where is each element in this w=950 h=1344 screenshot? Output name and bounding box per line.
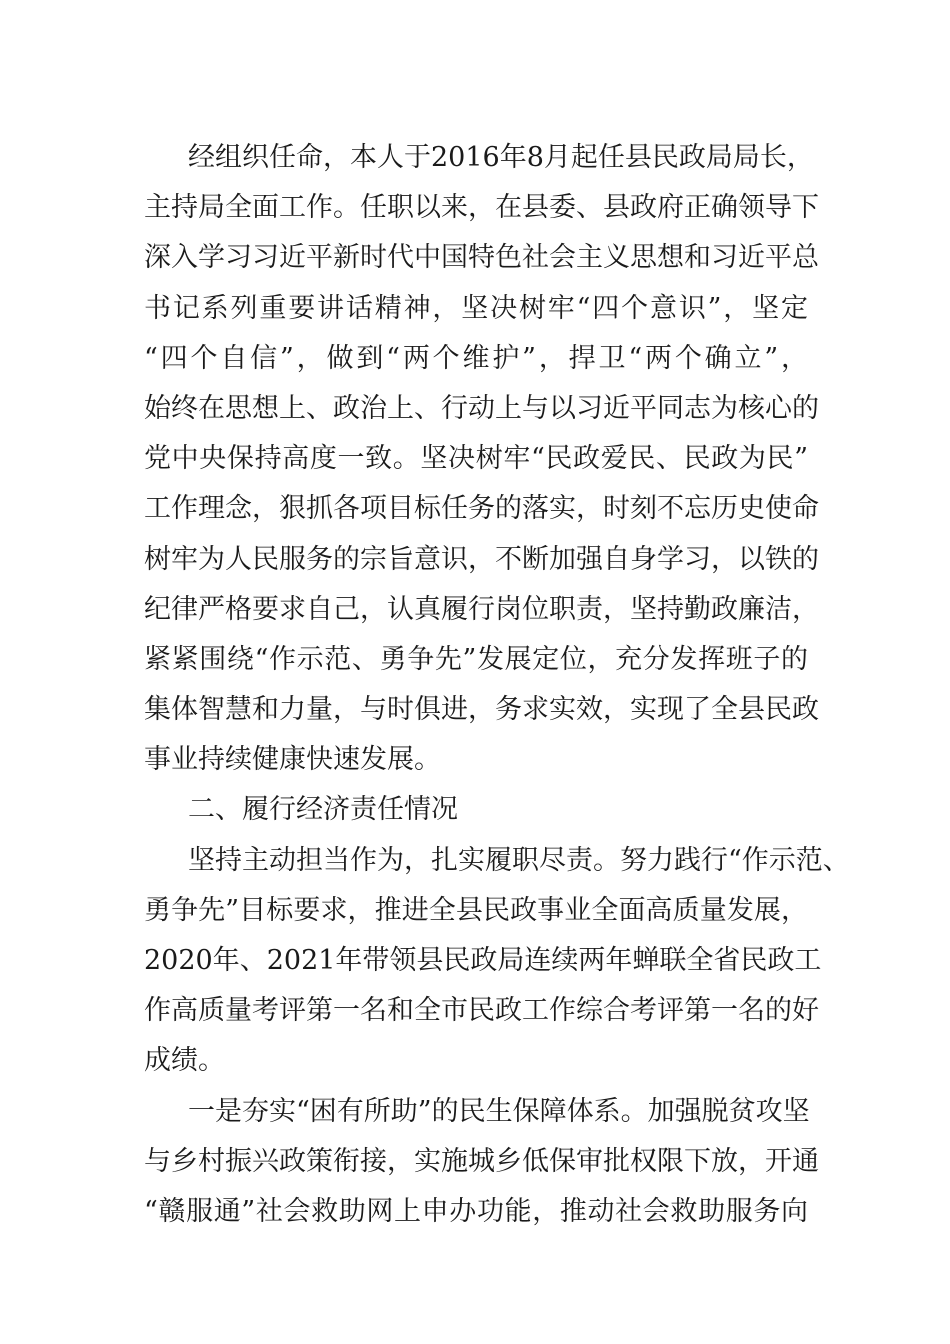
paragraph-economic-responsibility <box>144 836 850 1087</box>
text-line: 紧紧围绕“作示范、勇争先”发展定位，充分发挥班子的 <box>144 643 808 675</box>
text-line: 一是夯实“困有所助”的民生保障体系。加强脱贫攻坚 <box>188 1095 810 1127</box>
text-line: 与乡村振兴政策衔接，实施城乡低保审批权限下放，开通 <box>144 1145 819 1177</box>
text-line: 坚持主动担当作为，扎实履职尽责。努力践行“作示范、 <box>188 844 850 876</box>
text-line: 工作理念，狠抓各项目标任务的落实，时刻不忘历史使命 <box>144 493 819 525</box>
text-line: 2020年、2021年带领县民政局连续两年蝉联全省民政工 <box>144 945 822 976</box>
text-line: 集体智慧和力量，与时俱进，务求实效，实现了全县民政 <box>144 694 819 726</box>
paragraph-appointment <box>144 133 819 785</box>
text-line: 主持局全面工作。任职以来，在县委、县政府正确领导下 <box>144 192 819 224</box>
paragraph-social-security <box>144 1087 819 1238</box>
text-line: 始终在思想上、政治上、行动上与以习近平同志为核心的 <box>144 392 819 424</box>
text-line: 深入学习习近平新时代中国特色社会主义思想和习近平总 <box>144 242 819 274</box>
text-line: 勇争先”目标要求，推进全县民政事业全面高质量发展， <box>144 894 808 926</box>
section-heading <box>144 785 808 835</box>
document-body <box>144 133 850 1237</box>
heading-text: 二、履行经济责任情况 <box>188 794 458 826</box>
text-line: 作高质量考评第一名和全市民政工作综合考评第一名的好 <box>144 995 819 1027</box>
text-line: 书记系列重要讲话精神，坚决树牢“四个意识”，坚定 <box>144 292 808 324</box>
text-line: 树牢为人民服务的宗旨意识，不断加强自身学习，以铁的 <box>144 543 819 575</box>
text-line: 党中央保持高度一致。坚决树牢“民政爱民、民政为民” <box>144 443 808 475</box>
text-line: 经组织任命，本人于2016年8月起任县民政局局长， <box>188 142 814 173</box>
text-line: 事业持续健康快速发展。 <box>144 744 441 776</box>
text-line: 成绩。 <box>144 1045 225 1077</box>
text-line: “赣服通”社会救助网上申办功能，推动社会救助服务向 <box>144 1195 808 1227</box>
text-line: “四个自信”，做到“两个维护”，捍卫“两个确立”， <box>144 342 808 374</box>
text-line: 纪律严格要求自己，认真履行岗位职责，坚持勤政廉洁， <box>144 593 819 625</box>
